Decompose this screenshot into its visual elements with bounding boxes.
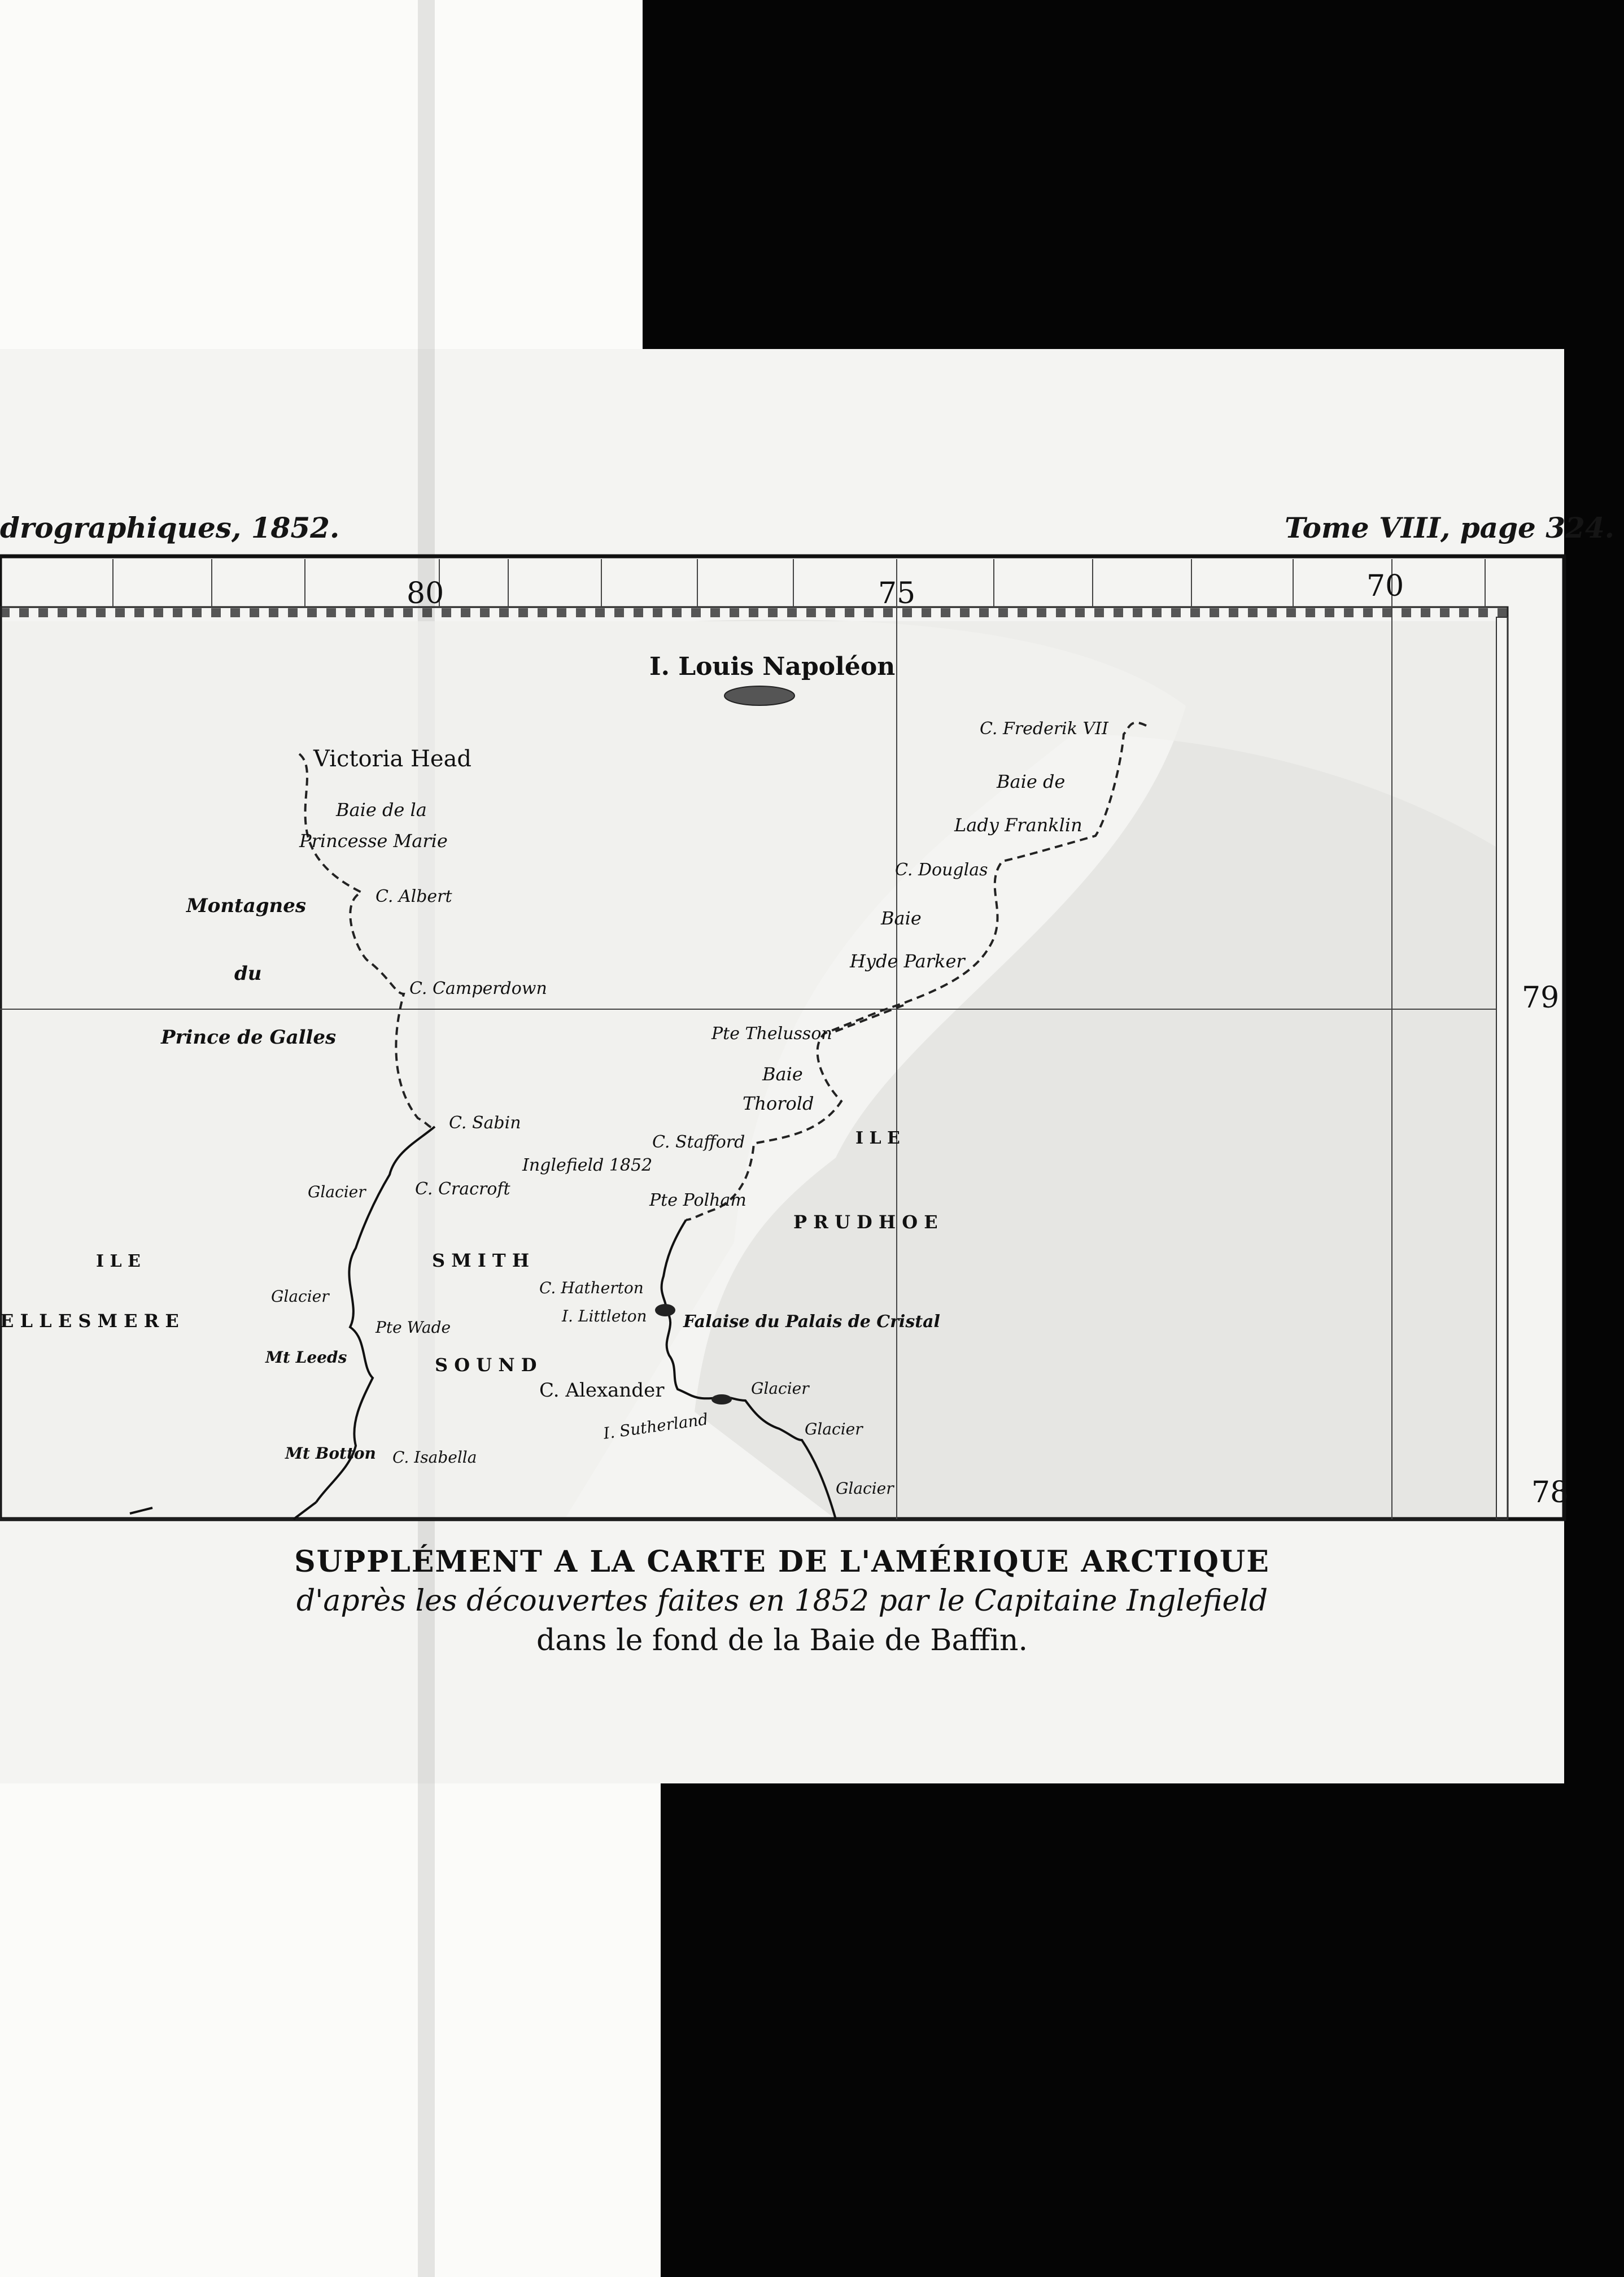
label-mt-botton: Mt Botton: [285, 1444, 376, 1463]
label-thorold: Thorold: [743, 1093, 814, 1114]
label-baie-de: Baie de: [997, 771, 1066, 792]
caption-subtitle: d'après les découvertes faites en 1852 par le Capitaine Inglefield: [296, 1584, 1268, 1618]
label-prince-de-galles: Prince de Galles: [161, 1026, 337, 1049]
label-inglefield-1852: Inglefield 1852: [522, 1155, 653, 1175]
longitude-80: 80: [407, 577, 444, 610]
label-c-cracroft: C. Cracroft: [415, 1179, 510, 1199]
label-i-littleton: I. Littleton: [562, 1307, 647, 1325]
latitude-78: 78: [1531, 1476, 1569, 1510]
label-glacier-3: Glacier: [751, 1379, 809, 1398]
label-baie-de-la: Baie de la: [336, 799, 427, 821]
label-c-sabin: C. Sabin: [449, 1113, 521, 1133]
caption-title: SUPPLÉMENT A LA CARTE DE L'AMÉRIQUE ARCTIQUE: [294, 1545, 1270, 1579]
label-c-isabella: C. Isabella: [392, 1448, 477, 1467]
label-mt-leeds: Mt Leeds: [265, 1348, 347, 1367]
label-c-albert: C. Albert: [376, 887, 452, 906]
label-c-stafford: C. Stafford: [652, 1132, 745, 1152]
latitude-79: 79: [1522, 981, 1560, 1015]
label-c-frederik: C. Frederik VII: [980, 719, 1108, 739]
island-louis-napoleon: [724, 686, 794, 705]
label-glacier-5: Glacier: [836, 1479, 894, 1498]
label-pte-polham: Pte Polham: [649, 1190, 746, 1210]
label-smith: S M I T H: [432, 1250, 530, 1271]
island-sutherland: [711, 1394, 732, 1404]
label-baie-1: Baie: [881, 908, 922, 929]
header-right-text: Tome VIII, page 324.: [1285, 511, 1615, 544]
label-lady-franklin: Lady Franklin: [954, 814, 1082, 836]
label-pte-wade: Pte Wade: [376, 1318, 451, 1337]
label-i-sutherland: I. Sutherland: [602, 1410, 710, 1443]
label-falaise: Falaise du Palais de Cristal: [683, 1312, 940, 1332]
label-louis-napoleon: I. Louis Napoléon: [649, 652, 896, 681]
label-prudhoe: P R U D H O E: [793, 1211, 938, 1233]
longitude-70: 70: [1367, 569, 1404, 603]
label-c-camperdown: C. Camperdown: [409, 979, 547, 998]
label-ile-left: I L E: [96, 1251, 141, 1271]
label-glacier-4: Glacier: [805, 1420, 863, 1438]
label-sound: S O U N D: [435, 1354, 537, 1376]
caption-subtitle-2: dans le fond de la Baie de Baffin.: [536, 1624, 1028, 1657]
label-ile-right: I L E: [855, 1128, 900, 1148]
header-left-text: drographiques, 1852.: [0, 511, 340, 544]
label-baie-2: Baie: [762, 1063, 803, 1085]
label-hyde-parker: Hyde Parker: [850, 950, 965, 972]
label-victoria-head: Victoria Head: [313, 746, 472, 772]
label-c-douglas: C. Douglas: [895, 860, 988, 880]
label-du: du: [234, 962, 262, 985]
label-montagnes: Montagnes: [186, 895, 307, 917]
label-glacier-1: Glacier: [308, 1183, 366, 1201]
label-glacier-2: Glacier: [271, 1287, 329, 1306]
label-c-alexander: C. Alexander: [539, 1379, 665, 1402]
label-princesse-marie: Princesse Marie: [299, 830, 448, 852]
longitude-75: 75: [878, 577, 916, 610]
island-littleton: [655, 1304, 675, 1316]
label-ellesmere: E L L E S M E R E: [0, 1310, 179, 1332]
label-pte-thelusson: Pte Thelusson: [711, 1024, 832, 1044]
label-c-hatherton: C. Hatherton: [539, 1279, 644, 1297]
